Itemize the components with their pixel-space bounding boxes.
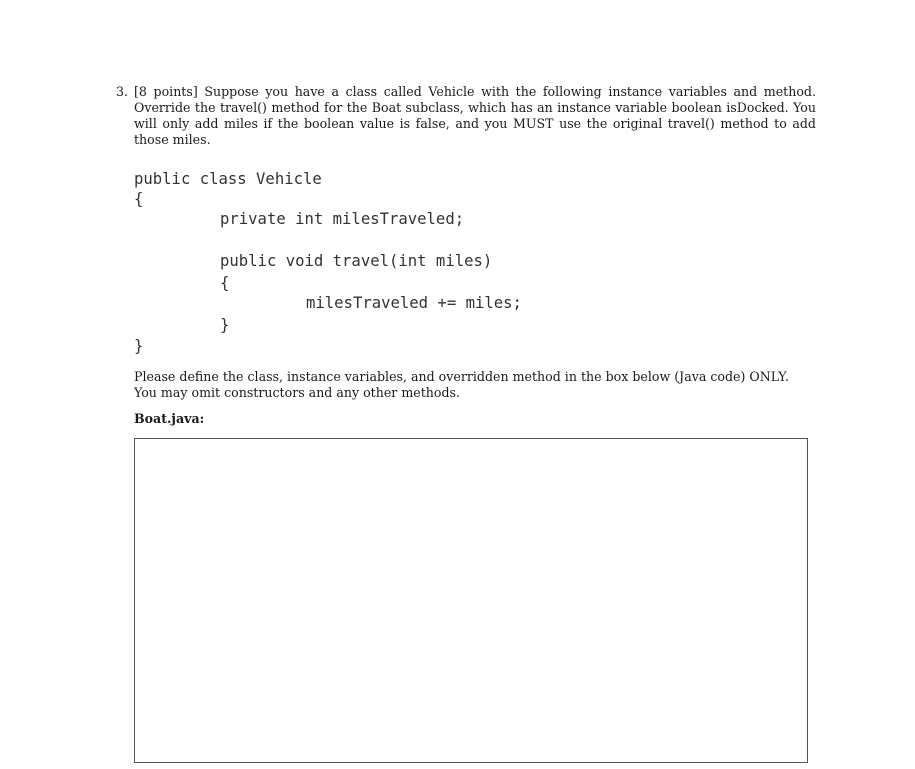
code-line-method-decl: public void travel(int miles) [220, 252, 493, 270]
code-line-field: private int milesTraveled; [220, 210, 465, 228]
code-line-class-decl: public class Vehicle [134, 170, 322, 188]
answer-box[interactable] [134, 438, 808, 763]
code-line-method-close-brace: } [220, 316, 230, 334]
code-line-method-body: milesTraveled += miles; [306, 294, 522, 312]
question-number: 3. [116, 84, 129, 99]
question-block [116, 84, 816, 148]
question-text: [8 points] Suppose you have a class called Vehicle with the following instance variables and method. Override the travel() method for the Boat subclass, which has an instance variable boolean isDocked. You will only add miles if the boolean value is false, and you MUST use the original travel() method to add those miles. [134, 84, 816, 147]
answer-filename-label: Boat.java: [134, 411, 205, 426]
code-line-close-brace: } [134, 337, 144, 355]
code-line-method-open-brace: { [220, 274, 230, 292]
instructions-text: Please define the class, instance variables, and overridden method in the box below (Java code) ONLY. You may omit constructors and any other methods. [134, 369, 789, 400]
code-line-open-brace: { [134, 190, 144, 208]
